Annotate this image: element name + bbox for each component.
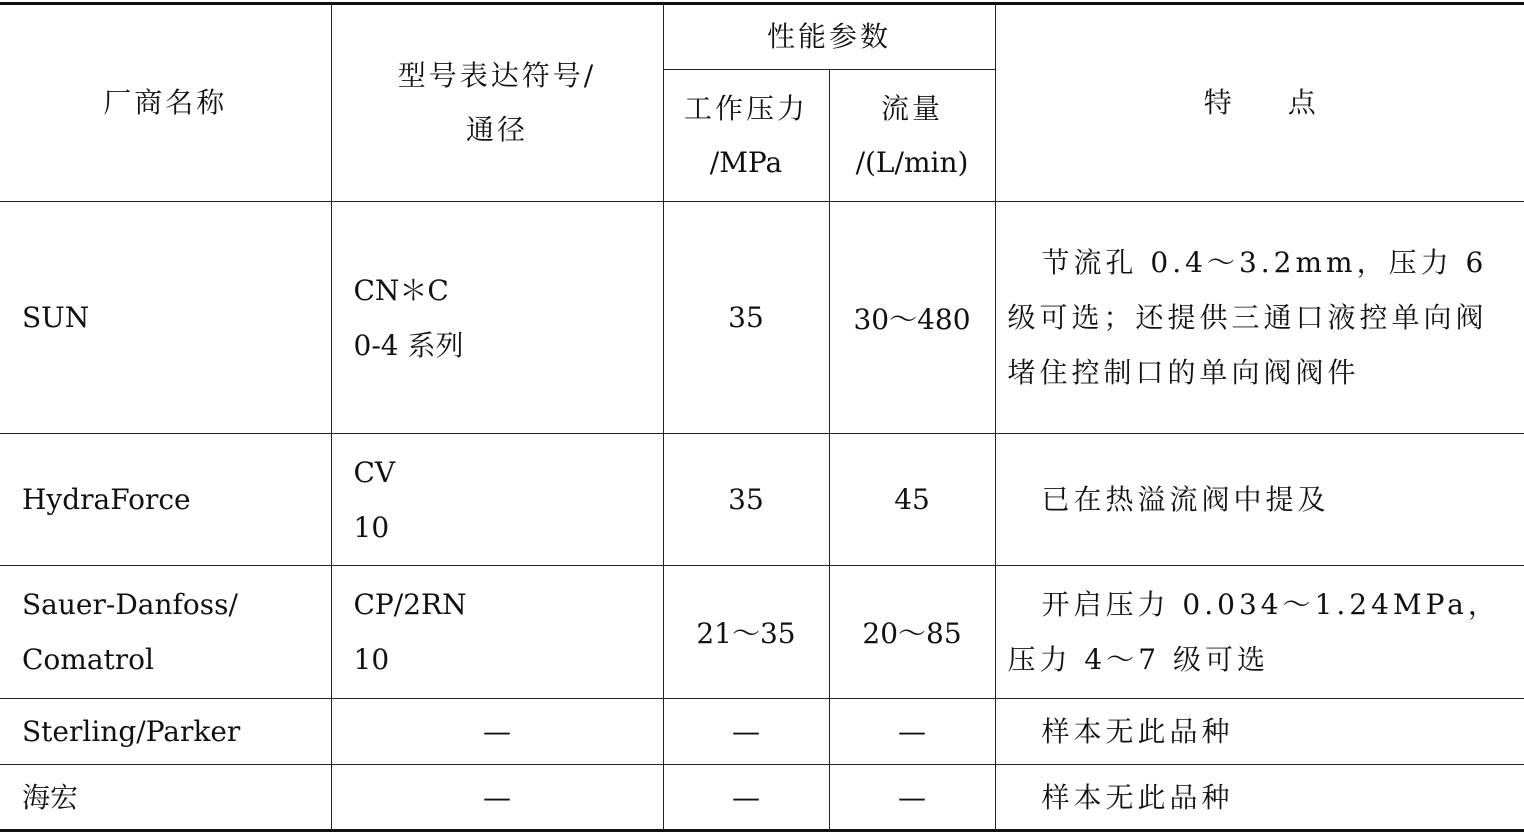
cell-features-text: 样本无此品种 — [1041, 715, 1234, 748]
header-features: 特 点 — [995, 4, 1524, 202]
cell-vendor — [0, 566, 331, 699]
cell-model — [331, 566, 663, 699]
cell-flow: 30～480 — [829, 202, 995, 434]
table-row — [0, 202, 1524, 434]
cell-pressure: — — [663, 765, 829, 831]
cell-flow: — — [829, 699, 995, 765]
header-pressure — [663, 70, 829, 202]
table-row — [0, 434, 1524, 566]
cell-features-text: 节流孔 0.4～3.2mm，压力 6 级可选；还提供三通口液控单向阀堵住控制口的单向阀阀件 — [1007, 246, 1488, 389]
header-flow — [829, 70, 995, 202]
spec-table — [0, 2, 1524, 832]
cell-model — [331, 202, 663, 434]
cell-pressure: — — [663, 699, 829, 765]
cell-features-text: 已在热溢流阀中提及 — [1041, 483, 1330, 516]
header-flow-line1: 流量 — [881, 91, 944, 125]
table-row — [0, 566, 1524, 699]
cell-vendor: 海宏 — [0, 765, 331, 831]
cell-flow: 45 — [829, 434, 995, 566]
table-row — [0, 699, 1524, 765]
cell-model: — — [331, 699, 663, 765]
header-performance: 性能参数 — [663, 4, 995, 70]
header-pressure-line1: 工作压力 — [683, 91, 808, 125]
cell-vendor-line1: Sauer-Danfoss/ — [22, 588, 238, 621]
cell-features-text: 开启压力 0.034～1.24MPa，压力 4～7 级可选 — [1007, 588, 1500, 676]
cell-pressure: 35 — [663, 434, 829, 566]
cell-features-text: 样本无此品种 — [1041, 780, 1234, 814]
cell-model-line2: 10 — [353, 510, 390, 544]
cell-vendor-line2: Comatrol — [22, 643, 154, 676]
header-model-line1: 型号表达符号/ — [397, 59, 597, 92]
header-flow-line2: /(L/min) — [855, 145, 969, 179]
cell-features — [995, 566, 1524, 699]
cell-vendor: HydraForce — [0, 434, 331, 566]
header-model — [331, 4, 663, 202]
header-vendor: 厂商名称 — [0, 4, 331, 202]
cell-model-line1: CV — [353, 455, 396, 489]
cell-features — [995, 202, 1524, 434]
cell-pressure: 21～35 — [663, 566, 829, 699]
cell-vendor: SUN — [0, 202, 331, 434]
cell-flow: 20～85 — [829, 566, 995, 699]
cell-features — [995, 434, 1524, 566]
cell-model-line2: 0-4 系列 — [353, 328, 464, 362]
cell-model — [331, 434, 663, 566]
table-row — [0, 765, 1524, 831]
cell-model-line2: 10 — [353, 643, 390, 676]
cell-features — [995, 699, 1524, 765]
cell-model-line1: CN＊C — [353, 273, 449, 307]
cell-model: — — [331, 765, 663, 831]
cell-flow: — — [829, 765, 995, 831]
cell-features — [995, 765, 1524, 831]
header-pressure-line2: /MPa — [709, 145, 783, 179]
cell-model-line1: CP/2RN — [353, 588, 467, 621]
header-row-1 — [0, 4, 1524, 70]
header-model-line2: 通径 — [465, 113, 528, 146]
cell-vendor: Sterling/Parker — [0, 699, 331, 765]
cell-pressure: 35 — [663, 202, 829, 434]
